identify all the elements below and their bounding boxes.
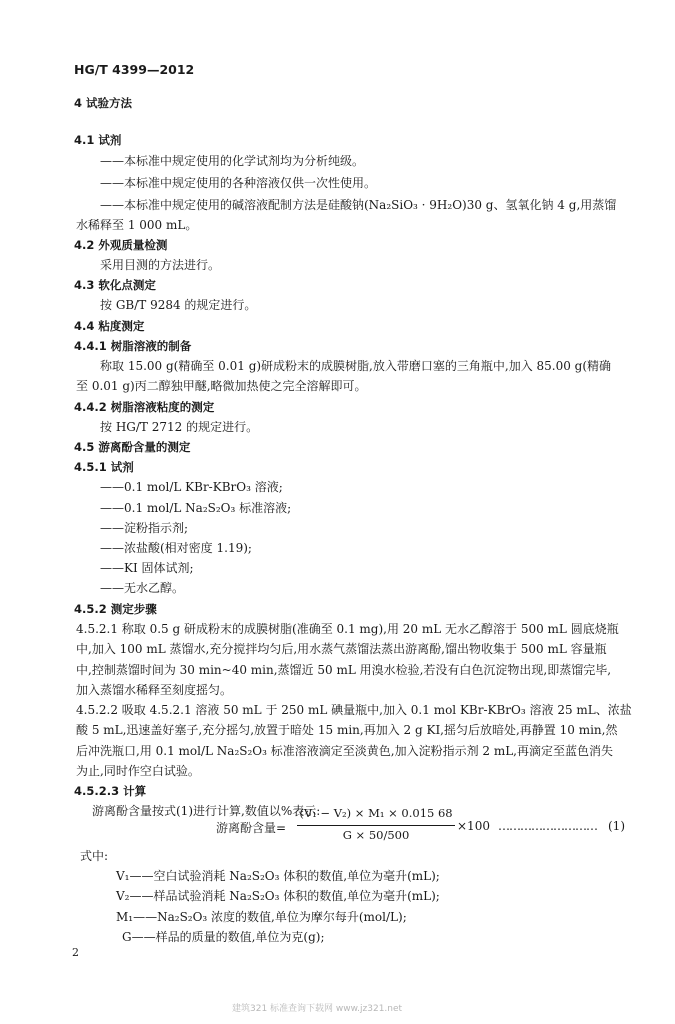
clause-heading: 4.5.2 测定步骤 — [74, 602, 157, 616]
paragraph-line: 4.5.2.2 吸取 4.5.2.1 溶液 50 mL 于 250 mL 碘量瓶中,加入 0.1 mol KBr-KBrO₃ 溶液 25 mL、浓盐 — [76, 703, 632, 717]
paragraph-line: ——本标准中规定使用的碱溶液配制方法是硅酸钠(Na₂SiO₃ · 9H₂O)30 g、氢氧化钠 4 g,用蒸馏 — [100, 198, 617, 212]
paragraph-line: 称取 15.00 g(精确至 0.01 g)研成粉末的成膜树脂,放入带磨口塞的三角瓶中,加入 85.00 g(精确 — [100, 359, 612, 373]
variable-definition: M₁——Na₂S₂O₃ 浓度的数值,单位为摩尔每升(mol/L); — [116, 910, 407, 924]
formula-lhs: 游离酚含量= — [216, 821, 287, 835]
page-number: 2 — [72, 946, 79, 959]
clause-heading: 4.5.2.3 计算 — [74, 784, 147, 798]
standard-code: HG/T 4399—2012 — [74, 62, 195, 77]
formula-numerator: (V₁ − V₂) × M₁ × 0.015 68 — [299, 806, 453, 820]
paragraph-line: 按 GB/T 9284 的规定进行。 — [100, 298, 257, 312]
paragraph-line: 酸 5 mL,迅速盖好塞子,充分摇匀,放置于暗处 15 min,再加入 2 g KI,摇匀后放暗处,再静置 10 min,然 — [76, 723, 618, 737]
clause-heading: 4.4.2 树脂溶液粘度的测定 — [74, 400, 215, 414]
paragraph-line: 为止,同时作空白试验。 — [76, 764, 200, 778]
variable-definition: V₁——空白试验消耗 Na₂S₂O₃ 体积的数值,单位为毫升(mL); — [116, 869, 440, 883]
paragraph-line: ——本标准中规定使用的化学试剂均为分析纯级。 — [100, 154, 365, 168]
list-item: ——0.1 mol/L KBr-KBrO₃ 溶液; — [100, 480, 283, 494]
paragraph-line: 按 HG/T 2712 的规定进行。 — [100, 420, 259, 434]
subsection-heading: 4.4 粘度测定 — [74, 319, 145, 333]
variable-definition: V₂——样品试验消耗 Na₂S₂O₃ 体积的数值,单位为毫升(mL); — [116, 889, 440, 903]
paragraph-line: 中,控制蒸馏时间为 30 min~40 min,蒸馏近 50 mL 用溴水检验,若没有白色沉淀物出现,即蒸馏完毕, — [76, 663, 612, 677]
paragraph-line: 采用目测的方法进行。 — [100, 258, 221, 272]
list-item: ——浓盐酸(相对密度 1.19); — [100, 541, 252, 555]
paragraph-line: 式中: — [80, 849, 109, 863]
formula-multiplier: ×100 — [457, 819, 490, 833]
clause-heading: 4.5.1 试剂 — [74, 460, 134, 474]
list-item: ——淀粉指示剂; — [100, 521, 189, 535]
list-item: ——无水乙醇。 — [100, 581, 185, 595]
footer-watermark: 建筑321 标准查询下载网 www.jz321.net — [232, 1004, 403, 1014]
paragraph-line: 加入蒸馏水稀释至刻度摇匀。 — [76, 683, 233, 697]
subsection-heading: 4.1 试剂 — [74, 133, 122, 147]
list-item: ——KI 固体试剂; — [100, 561, 194, 575]
section-heading: 4 试验方法 — [74, 96, 133, 110]
formula-denominator: G × 50/500 — [342, 828, 410, 842]
paragraph-line: 游离酚含量按式(1)进行计算,数值以%表示: — [92, 804, 321, 818]
paragraph-line: 水稀释至 1 000 mL。 — [76, 218, 198, 232]
subsection-heading: 4.3 软化点测定 — [74, 278, 156, 292]
paragraph-line: 中,加入 100 mL 蒸馏水,充分搅拌均匀后,用水蒸气蒸馏法蒸出游离酚,馏出物收集于 500 mL 容量瓶 — [76, 642, 607, 656]
fraction-bar — [297, 825, 455, 826]
paragraph-line: 4.5.2.1 称取 0.5 g 研成粉末的成膜树脂(准确至 0.1 mg),用 20 mL 无水乙醇溶于 500 mL 圆底烧瓶 — [76, 622, 619, 636]
formula-leader: ……………………… — [498, 819, 597, 833]
subsection-heading: 4.2 外观质量检测 — [74, 238, 168, 252]
list-item: ——0.1 mol/L Na₂S₂O₃ 标准溶液; — [100, 501, 292, 515]
paragraph-line: 后冲洗瓶口,用 0.1 mol/L Na₂S₂O₃ 标准溶液滴定至淡黄色,加入淀粉指示剂 2 mL,再滴定至蓝色消失 — [76, 744, 613, 758]
variable-definition: G——样品的质量的数值,单位为克(g); — [122, 930, 325, 944]
paragraph-line: 至 0.01 g)丙二醇独甲醚,略微加热使之完全溶解即可。 — [76, 379, 367, 393]
paragraph-line: ——本标准中规定使用的各种溶液仅供一次性使用。 — [100, 176, 377, 190]
subsection-heading: 4.5 游离酚含量的测定 — [74, 440, 191, 454]
formula-label: (1) — [608, 819, 625, 833]
clause-heading: 4.4.1 树脂溶液的制备 — [74, 339, 192, 353]
